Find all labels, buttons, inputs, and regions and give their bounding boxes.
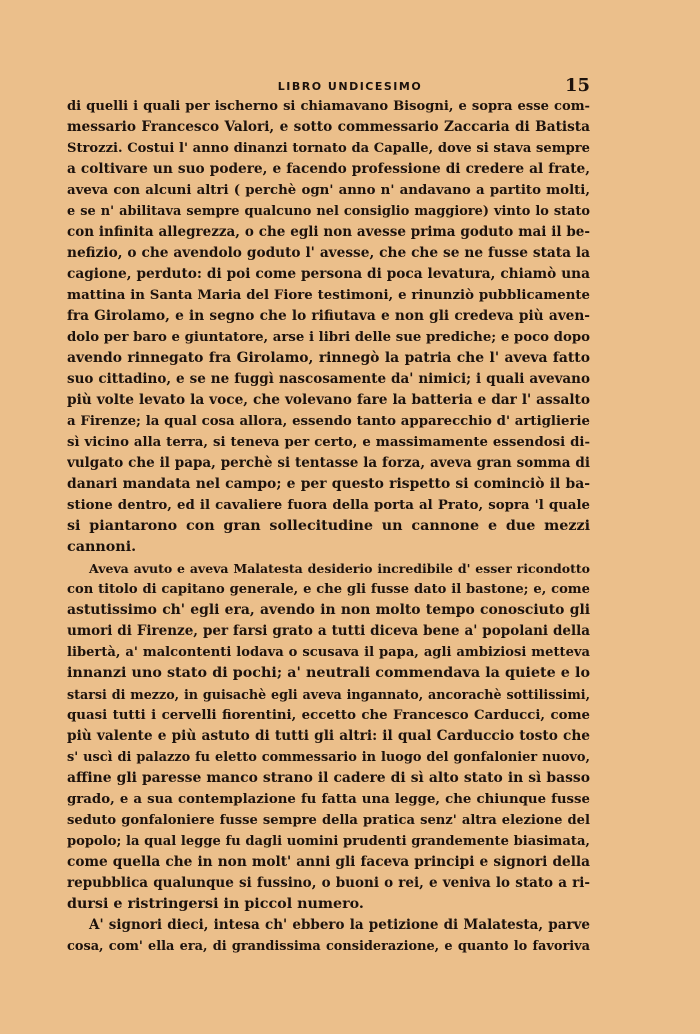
- text-line: A' signori dieci, intesa ch' ebbero la petizione di Malatesta, parve: [89, 917, 590, 933]
- text-line: quasi tutti i cervelli fiorentini, eccetto che Francesco Carducci, come: [67, 708, 590, 723]
- paragraph: [67, 558, 590, 915]
- text-line: innanzi uno stato di pochi; a' neutrali commendava la quiete e lo: [67, 665, 590, 681]
- text-line: umori di Firenze, per farsi grato a tutti diceva bene a' popolani della: [67, 623, 590, 639]
- text-line: a coltivare un suo podere, e facendo professione di credere al frate,: [67, 161, 590, 177]
- text-line: e se n' abilitava sempre qualcuno nel consiglio maggiore) vinto lo stato: [67, 204, 590, 219]
- text-line: stione dentro, ed il cavaliere fuora della porta al Prato, sopra 'l quale: [67, 498, 590, 513]
- text-line: sì vicino alla terra, si teneva per certo, e massimamente essendosi di-: [67, 435, 590, 450]
- text-line: s' uscì di palazzo fu eletto commessario in luogo del gonfalonier nuovo,: [67, 750, 590, 765]
- text-line: aveva con alcuni altri ( perchè ogn' anno n' andavano a partito molti,: [67, 183, 590, 198]
- text-line: astutissimo ch' egli era, avendo in non molto tempo conosciuto gli: [67, 602, 590, 618]
- text-line: popolo; la qual legge fu dagli uomini prudenti grandemente biasimata,: [67, 834, 590, 849]
- text-line: con titolo di capitano generale, e che gli fusse dato il bastone; e, come: [67, 582, 590, 597]
- text-line: fra Girolamo, e in segno che lo rifiutava e non gli credeva più aven-: [67, 308, 590, 324]
- text-line: repubblica qualunque si fussino, o buoni o rei, e veniva lo stato a ri-: [67, 875, 590, 891]
- text-line: cagione, perduto: di poi come persona di poca levatura, chiamò una: [67, 266, 590, 282]
- text-line: più volte levato la voce, che volevano fare la batteria e dar l' assalto: [67, 392, 590, 408]
- text-line: libertà, a' malcontenti lodava o scusava il papa, agli ambiziosi metteva: [67, 645, 590, 660]
- text-line: cosa, com' ella era, di grandissima considerazione, e quanto lo favoriva: [67, 939, 590, 954]
- text-line: con infinita allegrezza, o che egli non avesse prima goduto mai il be-: [67, 224, 590, 240]
- text-line: come quella che in non molt' anni gli faceva principi e signori della: [67, 854, 590, 870]
- text-line: affine gli paresse manco strano il cadere di sì alto stato in sì basso: [67, 770, 590, 786]
- text-line: vulgato che il papa, perchè si tentasse la forza, aveva gran somma di: [67, 455, 590, 471]
- running-title: LIBRO UNDICESIMO: [277, 80, 423, 93]
- text-line: a Firenze; la qual cosa allora, essendo tanto apparecchio d' artiglierie: [67, 414, 590, 429]
- text-line: avendo rinnegato fra Girolamo, rinnegò la patria che l' aveva fatto: [67, 350, 590, 366]
- body-text: [67, 96, 590, 957]
- text-line: di quelli i quali per ischerno si chiamavano Bisogni, e sopra esse com-: [67, 99, 590, 114]
- text-line: nefizio, o che avendolo goduto l' avesse, che che se ne fusse stata la: [67, 245, 590, 261]
- text-line: dursi e ristringersi in piccol numero.: [67, 896, 364, 912]
- text-line: starsi di mezzo, in guisachè egli aveva ingannato, ancorachè sottilissimi,: [67, 687, 590, 702]
- text-line: suo cittadino, e se ne fuggì nascosamente da' nimici; i quali avevano: [67, 371, 590, 387]
- text-line: Aveva avuto e aveva Malatesta desiderio incredibile d' esser ricondotto: [89, 561, 590, 576]
- text-line: si piantarono con gran sollecitudine un cannone e due mezzi: [67, 518, 590, 534]
- text-line: cannoni.: [67, 539, 137, 555]
- text-line: più valente e più astuto di tutti gli altri: il qual Carduccio tosto che: [67, 728, 590, 744]
- page-number: 15: [564, 75, 590, 96]
- running-header: [0, 77, 700, 97]
- paragraph: [67, 96, 590, 558]
- text-line: messario Francesco Valori, e sotto commessario Zaccaria di Batista: [67, 119, 590, 135]
- text-line: mattina in Santa Maria del Fiore testimoni, e rinunziò pubblicamente: [67, 288, 590, 303]
- text-line: dolo per baro e giuntatore, arse i libri delle sue prediche; e poco dopo: [67, 330, 590, 345]
- text-line: seduto gonfaloniere fusse sempre della pratica senz' altra elezione del: [67, 813, 590, 828]
- paragraph: [67, 915, 590, 957]
- text-line: danari mandata nel campo; e per questo rispetto si cominciò il ba-: [67, 476, 590, 492]
- text-line: grado, e a sua contemplazione fu fatta una legge, che chiunque fusse: [67, 792, 590, 807]
- text-line: Strozzi. Costui l' anno dinanzi tornato da Capalle, dove si stava sempre: [67, 141, 590, 156]
